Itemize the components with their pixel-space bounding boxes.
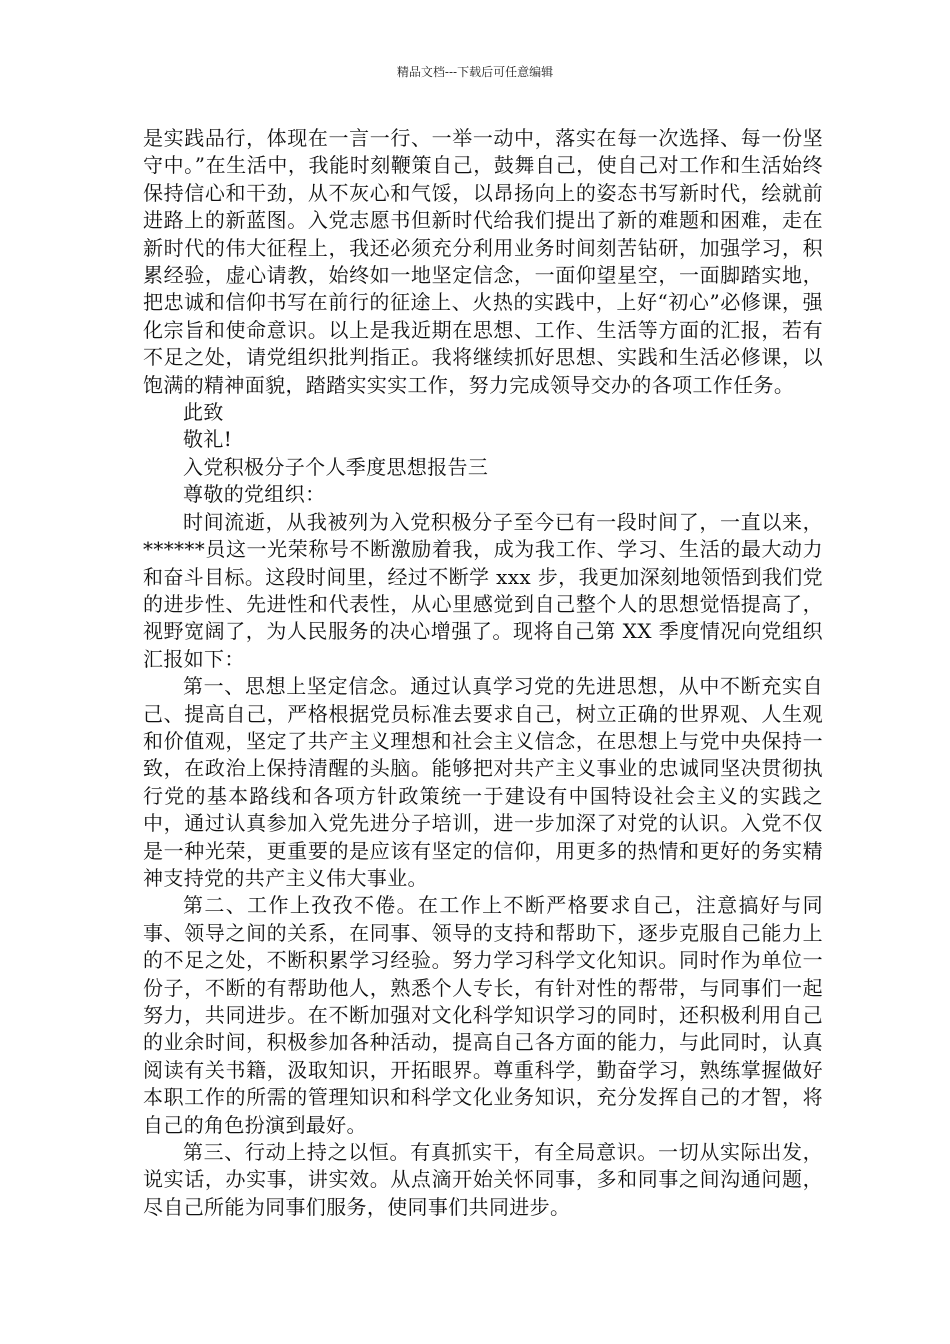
report-title: 入党积极分子个人季度思想报告三 (183, 454, 489, 479)
paragraph-point-1: 第一、思想上坚定信念。通过认真学习党的先进思想，从中不断充实自己、提高自己，严格根据党员标准去要求自己，树立正确的世界观、人生观和价值观，坚定了共产主义理想和社会主义信念，在思想上与党中央保持一致，在政治上保持清醒的头脑。能够把对共产主义事业的忠诚同坚决贯彻执行党的基本路线和各项方针政策统一于建设有中国特设社会主义的实践之中，通过认真参加入党先进分子培训，进一步加深了对党的认识。入党不仅是一种光荣，更重要的是应该有坚定的信仰，用更多的热情和更好的务实精神支持党的共产主义伟大事业。 (143, 674, 823, 890)
paragraph-continuation: 是实践品行，体现在一言一行、一举一动中，落实在每一次选择、每一份坚守中。”在生活中，我能时刻鞭策自己，鼓舞自己，使自己对工作和生活始终保持信心和干劲，从不灰心和气馁，以昂扬向上的姿态书写新时代，绘就前进路上的新蓝图。入党志愿书但新时代给我们提出了新的难题和困难，走在新时代的伟大征程上，我还必须充分利用业务时间刻苦钻研，加强学习，积累经验，虚心请教，始终如一地坚定信念，一面仰望星空，一面脚踏实地，把忠诚和信仰书写在前行的征途上、火热的实践中，上好“初心”必修课，强化宗旨和使命意识。以上是我近期在思想、工作、生活等方面的汇报，若有不足之处，请党组织批判指正。我将继续抓好思想、实践和生活必修课，以饱满的精神面貌，踏踏实实实工作，努力完成领导交办的各项工作任务。 (143, 126, 823, 397)
report-greeting: 尊敬的党组织： (183, 482, 326, 507)
document-body (143, 125, 823, 1221)
paragraph-intro: 时间流逝，从我被列为入党积极分子至今已有一段时间了，一直以来，******员这一光荣称号不断激励着我，成为我工作、学习、生活的最大动力和奋斗目标。这段时间里，经过不断学 xxx 步，我更加深刻地领悟到我们党的进步性、先进性和代表性，从心里感觉到自己整个人的思想觉悟提高了，视野宽阔了，为人民服务的决心增强了。现将自己第 XX 季度情况向党组织汇报如下： (143, 509, 823, 671)
paragraph-point-3: 第三、行动上持之以恒。有真抓实干，有全局意识。一切从实际出发，说实话，办实事，讲实效。从点滴开始关怀同事，多和同事之间沟通问题，尽自己所能为同事们服务，使同事们共同进步。 (143, 1140, 823, 1219)
page-header: 精品文档---下载后可任意编辑 (396, 65, 554, 79)
closing-regards: 敬礼! (183, 427, 233, 452)
closing-salutation: 此致 (183, 400, 224, 425)
paragraph-point-2: 第二、工作上孜孜不倦。在工作上不断严格要求自己，注意搞好与同事、领导之间的关系，在同事、领导的支持和帮助下，逐步克服自己能力上的不足之处，不断积累学习经验。努力学习科学文化知识。同时作为单位一份子，不断的有帮助他人，熟悉个人专长，有针对性的帮带，与同事们一起努力，共同进步。在不断加强对文化科学知识学习的同时，还积极利用自己的业余时间，积极参加各种活动，提高自己各方面的能力，与此同时，认真阅读有关书籍，汲取知识，开拓眼界。尊重科学，勤奋学习，熟练掌握做好本职工作的所需的管理知识和科学文化业务知识，充分发挥自己的才智，将自己的角色扮演到最好。 (143, 893, 823, 1137)
